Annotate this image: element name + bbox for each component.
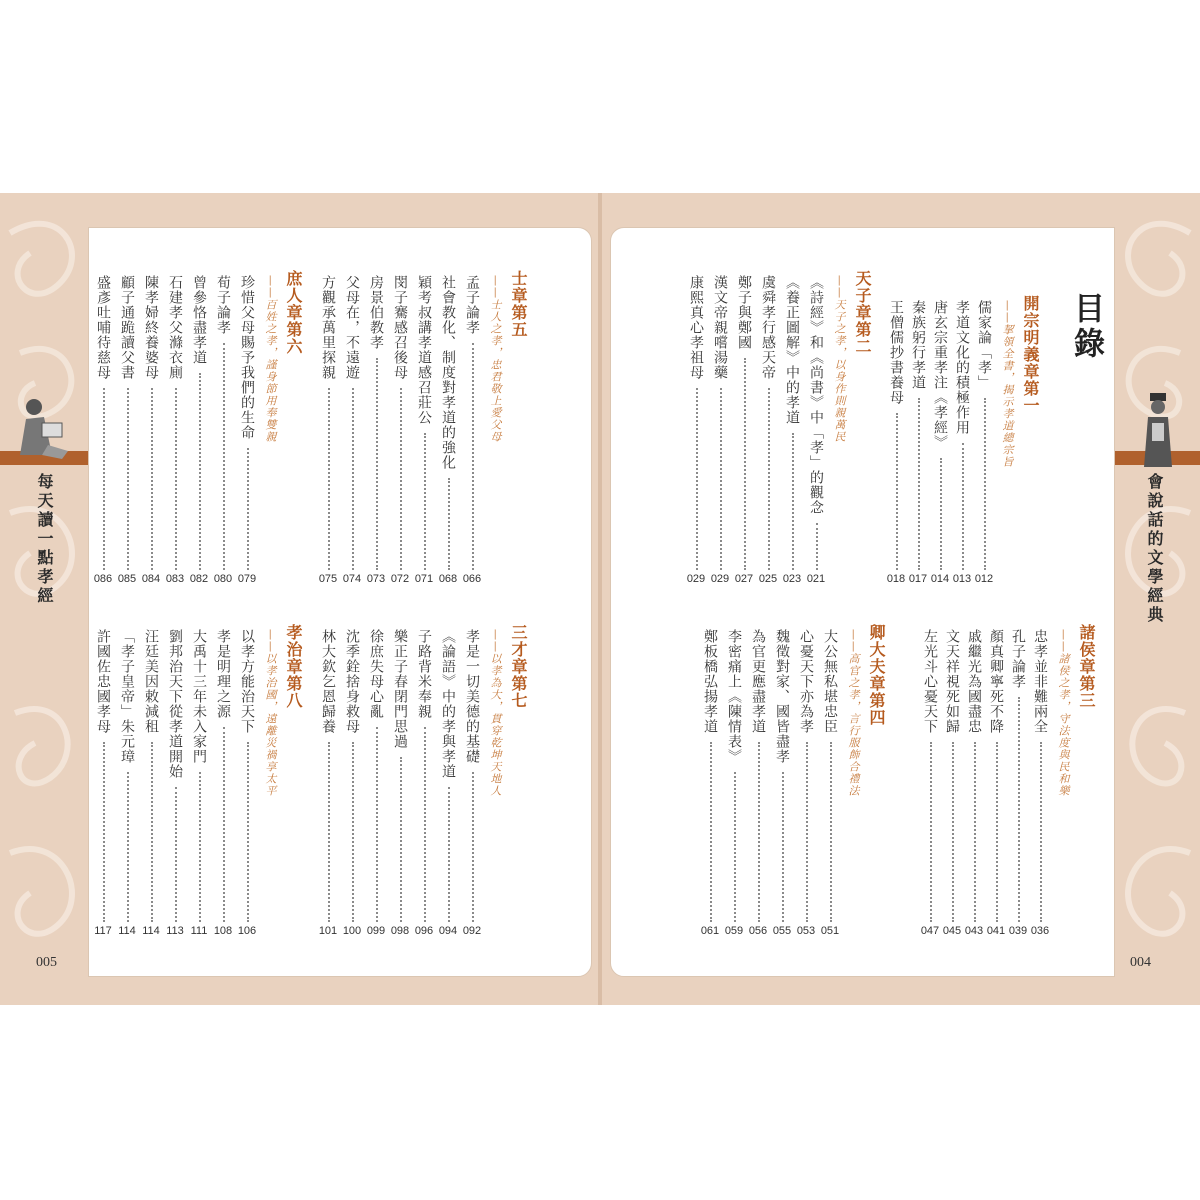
entry-page-number: 027 xyxy=(734,573,754,585)
leader-dots xyxy=(940,458,942,570)
leader-dots xyxy=(758,742,760,922)
toc-entry[interactable]: 鄭板橋弘揚孝道 xyxy=(702,629,718,734)
entry-page-number: 056 xyxy=(748,925,768,937)
entry-page-number: 114 xyxy=(142,925,160,937)
leader-dots xyxy=(930,742,932,922)
toc-entry[interactable]: 儒家論「孝」 xyxy=(976,300,992,390)
entry-page-number: 013 xyxy=(952,573,972,585)
toc-entry[interactable]: 李密痛上《陳情表》 xyxy=(726,629,742,764)
leader-dots xyxy=(151,742,153,922)
chapter-title: 孝治章第八 xyxy=(284,624,303,709)
left-running-title: 每天讀一點孝經 xyxy=(35,473,54,606)
leader-dots xyxy=(448,787,450,922)
entry-page-number: 025 xyxy=(758,573,778,585)
leader-dots xyxy=(424,433,426,570)
toc-entry[interactable]: 沈季銓捨身救母 xyxy=(344,629,360,734)
entry-page-number: 071 xyxy=(414,573,434,585)
entry-page-number: 085 xyxy=(117,573,137,585)
leader-dots xyxy=(400,757,402,922)
entry-page-number: 014 xyxy=(930,573,950,585)
chapter-subtitle: ——以孝為大，貫穿乾坤天地人 xyxy=(489,629,502,797)
leader-dots xyxy=(1040,742,1042,922)
toc-entry[interactable]: 康熙真心孝祖母 xyxy=(688,275,704,380)
leader-dots xyxy=(782,772,784,922)
entry-page-number: 083 xyxy=(165,573,185,585)
entry-page-number: 117 xyxy=(94,925,112,937)
toc-entry[interactable]: 文天祥視死如歸 xyxy=(944,629,960,734)
toc-entry[interactable]: 珍惜父母賜予我們的生命 xyxy=(239,275,255,440)
right-running-title: 會說話的文學經典 xyxy=(1145,473,1164,625)
chapter-subtitle: ——天子之孝，以身作則親萬民 xyxy=(833,275,846,443)
leader-dots xyxy=(127,772,129,922)
leader-dots xyxy=(830,742,832,922)
leader-dots xyxy=(744,358,746,570)
entry-page-number: 051 xyxy=(820,925,840,937)
leader-dots xyxy=(696,388,698,570)
leader-dots xyxy=(103,742,105,922)
leader-dots xyxy=(816,523,818,570)
leader-dots xyxy=(328,388,330,570)
page-number-left: 005 xyxy=(36,955,57,970)
leader-dots xyxy=(918,398,920,570)
entry-page-number: 108 xyxy=(213,925,233,937)
leader-dots xyxy=(223,727,225,922)
entry-page-number: 113 xyxy=(166,925,184,937)
entry-page-number: 086 xyxy=(93,573,113,585)
leader-dots xyxy=(472,772,474,922)
entry-page-number: 094 xyxy=(438,925,458,937)
entry-page-number: 073 xyxy=(366,573,386,585)
chapter-title: 天子章第二 xyxy=(853,270,872,355)
toc-entry[interactable]: 心憂天下亦為孝 xyxy=(798,629,814,734)
toc-entry[interactable]: 虞舜孝行感天帝 xyxy=(760,275,776,380)
entry-page-number: 059 xyxy=(724,925,744,937)
toc-entry[interactable]: 以孝方能治天下 xyxy=(239,629,255,734)
leader-dots xyxy=(792,433,794,570)
chapter-title: 開宗明義章第一 xyxy=(1021,295,1040,414)
toc-entry[interactable]: 《養正圖解》中的孝道 xyxy=(784,275,800,425)
entry-page-number: 099 xyxy=(366,925,386,937)
leader-dots xyxy=(962,443,964,570)
toc-entry[interactable]: 戚繼光為國盡忠 xyxy=(966,629,982,734)
toc-entry[interactable]: 曾參恪盡孝道 xyxy=(191,275,207,365)
entry-page-number: 041 xyxy=(986,925,1006,937)
leader-dots xyxy=(376,358,378,570)
left-page xyxy=(88,227,592,977)
leader-dots xyxy=(103,388,105,570)
toc-entry[interactable]: 大禹十三年未入家門 xyxy=(191,629,207,764)
entry-page-number: 066 xyxy=(462,573,482,585)
leader-dots xyxy=(175,787,177,922)
entry-page-number: 092 xyxy=(462,925,482,937)
leader-dots xyxy=(768,388,770,570)
toc-entry[interactable]: 徐庶失母心亂 xyxy=(368,629,384,719)
leader-dots xyxy=(472,343,474,570)
entry-page-number: 098 xyxy=(390,925,410,937)
chapter-title: 卿大夫章第四 xyxy=(867,624,886,726)
entry-page-number: 017 xyxy=(908,573,928,585)
leader-dots xyxy=(996,742,998,922)
chapter-subtitle: ——諸侯之孝，守法度與民和樂 xyxy=(1057,629,1070,797)
entry-page-number: 047 xyxy=(920,925,940,937)
toc-entry[interactable]: 陳孝婦終養婆母 xyxy=(143,275,159,380)
leader-dots xyxy=(127,388,129,570)
toc-entry[interactable]: 石建孝父滌衣廁 xyxy=(167,275,183,380)
chapter-title: 三才章第七 xyxy=(509,624,528,709)
entry-page-number: 080 xyxy=(213,573,233,585)
entry-page-number: 055 xyxy=(772,925,792,937)
entry-page-number: 072 xyxy=(390,573,410,585)
page-number-right: 004 xyxy=(1130,955,1151,970)
leader-dots xyxy=(352,742,354,922)
toc-entry[interactable]: 忠孝並非難兩全 xyxy=(1032,629,1048,734)
toc-entry[interactable]: 穎考叔講孝道感召莊公 xyxy=(416,275,432,425)
leader-dots xyxy=(952,742,954,922)
page-title: 目錄 xyxy=(1068,292,1104,362)
chapter-subtitle: ——以孝治國，遠離災禍享太平 xyxy=(264,629,277,797)
entry-page-number: 114 xyxy=(118,925,136,937)
toc-entry[interactable]: 「孝子皇帝」朱元璋 xyxy=(119,629,135,764)
toc-entry[interactable]: 孝是明理之源 xyxy=(215,629,231,719)
toc-entry[interactable]: 林大欽乞恩歸養 xyxy=(320,629,336,734)
toc-entry[interactable]: 孔子論孝 xyxy=(1010,629,1026,689)
entry-page-number: 053 xyxy=(796,925,816,937)
toc-entry[interactable]: 孟子論孝 xyxy=(464,275,480,335)
entry-page-number: 045 xyxy=(942,925,962,937)
leader-dots xyxy=(199,373,201,570)
entry-page-number: 012 xyxy=(974,573,994,585)
leader-dots xyxy=(199,772,201,922)
toc-entry[interactable]: 荀子論孝 xyxy=(215,275,231,335)
toc-entry[interactable]: 方觀承萬里探親 xyxy=(320,275,336,380)
entry-page-number: 101 xyxy=(318,925,338,937)
entry-page-number: 111 xyxy=(190,925,208,937)
leader-dots xyxy=(896,413,898,570)
toc-entry[interactable]: 大公無私堪忠臣 xyxy=(822,629,838,734)
entry-page-number: 079 xyxy=(237,573,257,585)
leader-dots xyxy=(376,727,378,922)
leader-dots xyxy=(247,742,249,922)
leader-dots xyxy=(424,727,426,922)
leader-dots xyxy=(984,398,986,570)
toc-entry[interactable]: 孝是一切美德的基礎 xyxy=(464,629,480,764)
leader-dots xyxy=(806,742,808,922)
entry-page-number: 068 xyxy=(438,573,458,585)
leader-dots xyxy=(720,388,722,570)
entry-page-number: 084 xyxy=(141,573,161,585)
standing-official-illustration xyxy=(1138,393,1178,468)
entry-page-number: 096 xyxy=(414,925,434,937)
entry-page-number: 036 xyxy=(1030,925,1050,937)
entry-page-number: 021 xyxy=(806,573,826,585)
chapter-subtitle: ——挈領全書，揭示孝道總宗旨 xyxy=(1001,300,1014,468)
leader-dots xyxy=(352,388,354,570)
entry-page-number: 082 xyxy=(189,573,209,585)
entry-page-number: 075 xyxy=(318,573,338,585)
chapter-title: 庶人章第六 xyxy=(284,270,303,355)
chapter-subtitle: ——高官之孝，言行服飾合禮法 xyxy=(847,629,860,797)
toc-entry[interactable]: 社會教化、制度對孝道的強化 xyxy=(440,275,456,470)
leader-dots xyxy=(734,772,736,922)
toc-entry[interactable]: 顏真卿寧死不降 xyxy=(988,629,1004,734)
entry-page-number: 029 xyxy=(710,573,730,585)
entry-page-number: 043 xyxy=(964,925,984,937)
leader-dots xyxy=(175,388,177,570)
chapter-title: 諸侯章第三 xyxy=(1077,624,1096,709)
toc-entry[interactable]: 秦族躬行孝道 xyxy=(910,300,926,390)
toc-entry[interactable]: 《詩經》和《尚書》中「孝」的觀念 xyxy=(808,275,824,515)
toc-entry[interactable]: 漢文帝親嚐湯藥 xyxy=(712,275,728,380)
toc-entry[interactable]: 《論語》中的孝與孝道 xyxy=(440,629,456,779)
leader-dots xyxy=(223,343,225,570)
chapter-subtitle: ——百姓之孝，謹身節用奉雙親 xyxy=(264,275,277,443)
toc-entry[interactable]: 劉邦治天下從孝道開始 xyxy=(167,629,183,779)
toc-entry[interactable]: 汪廷美因敕減租 xyxy=(143,629,159,734)
toc-entry[interactable]: 樂正子春閉門思過 xyxy=(392,629,408,749)
leader-dots xyxy=(151,388,153,570)
entry-page-number: 018 xyxy=(886,573,906,585)
entry-page-number: 106 xyxy=(237,925,257,937)
leader-dots xyxy=(1018,697,1020,922)
toc-entry[interactable]: 王僧儒抄書養母 xyxy=(888,300,904,405)
entry-page-number: 074 xyxy=(342,573,362,585)
leader-dots xyxy=(974,742,976,922)
leader-dots xyxy=(247,448,249,570)
leader-dots xyxy=(328,742,330,922)
toc-entry[interactable]: 鄭子與鄭國 xyxy=(736,275,752,350)
toc-entry[interactable]: 唐玄宗重孝注《孝經》 xyxy=(932,300,948,450)
toc-entry[interactable]: 父母在，不遠遊 xyxy=(344,275,360,380)
entry-page-number: 029 xyxy=(686,573,706,585)
toc-entry[interactable]: 孝道文化的積極作用 xyxy=(954,300,970,435)
entry-page-number: 061 xyxy=(700,925,720,937)
toc-entry[interactable]: 左光斗心憂天下 xyxy=(922,629,938,734)
chapter-title: 士章第五 xyxy=(509,270,528,338)
entry-page-number: 023 xyxy=(782,573,802,585)
toc-entry[interactable]: 許國佐忠國孝母 xyxy=(95,629,111,734)
spine xyxy=(598,193,602,1005)
reading-scholar-illustration xyxy=(12,393,72,463)
leader-dots xyxy=(710,742,712,922)
toc-entry[interactable]: 顧子通跪讀父書 xyxy=(119,275,135,380)
toc-entry[interactable]: 盛彥吐哺待慈母 xyxy=(95,275,111,380)
toc-entry[interactable]: 閔子騫感召後母 xyxy=(392,275,408,380)
entry-page-number: 100 xyxy=(342,925,362,937)
toc-entry[interactable]: 房景伯教孝 xyxy=(368,275,384,350)
leader-dots xyxy=(448,478,450,570)
toc-entry[interactable]: 為官更應盡孝道 xyxy=(750,629,766,734)
toc-entry[interactable]: 魏徵對家、國皆盡孝 xyxy=(774,629,790,764)
leader-dots xyxy=(400,388,402,570)
entry-page-number: 039 xyxy=(1008,925,1028,937)
toc-entry[interactable]: 子路背米奉親 xyxy=(416,629,432,719)
chapter-subtitle: ——士人之孝，忠君敬上愛父母 xyxy=(489,275,502,443)
